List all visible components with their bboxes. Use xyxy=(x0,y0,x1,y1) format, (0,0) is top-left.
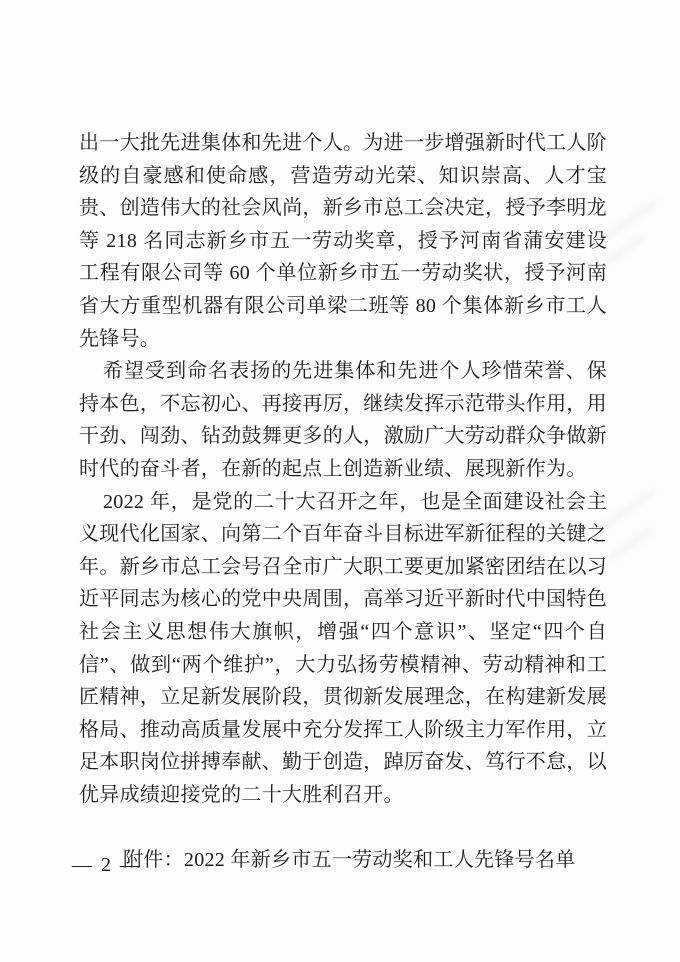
scan-smudge xyxy=(604,525,655,565)
scan-smudge xyxy=(602,232,649,269)
paragraph-awards-decision: 出一大批先进集体和先进个人。为进一步增强新时代工人阶级的自豪感和使命感，营造劳动光荣、知识崇高、人才宝贵、创造伟大的社会风尚，新乡市总工会决定，授予李明龙等 218 名同志新乡市五一劳动奖章，授予河南省蒲安建设工程有限公司等 60 个单位新乡市五一劳动奖状，授予河南省大方重型机器有限公司单梁二班等 80 个集体新乡市工人先锋号。 xyxy=(79,132,607,350)
scan-smudge xyxy=(598,196,661,244)
paragraph-hope-message: 希望受到命名表扬的先进集体和先进个人珍惜荣誉、保持本色，不忘初心、再接再厉，继续发挥示范带头作用，用干劲、闯劲、钻劲鼓舞更多的人，激励广大劳动群众争做新时代的奋斗者，在新的起点上创造新业绩、展现新作为。 xyxy=(79,360,607,480)
attachment-line: 附件：2022 年新乡市五一劳动奖和工人先锋号名单 xyxy=(123,849,576,872)
paragraph-2022-callout: 2022 年，是党的二十大召开之年，也是全面建设社会主义现代化国家、向第二个百年奋斗目标进军新征程的关键之年。新乡市总工会号召全市广大职工要更加紧密团结在以习近平同志为核心的党中央周围，高举习近平新时代中国特色社会主义思想伟大旗帜，增强“四个意识”、坚定“四个自信”、做到“两个维护”，大力弘扬劳模精神、劳动精神和工匠精神，立足新发展阶段，贯彻新发展理念，在构建新发展格局、推动高质量发展中充分发挥工人阶级主力军作用，立足本职岗位拼搏奉献、勤于创造，踔厉奋发、笃行不怠，以优异成绩迎接党的二十大胜利召开。 xyxy=(79,490,607,806)
page-number: — 2 — xyxy=(72,854,142,876)
document-body xyxy=(79,127,607,877)
